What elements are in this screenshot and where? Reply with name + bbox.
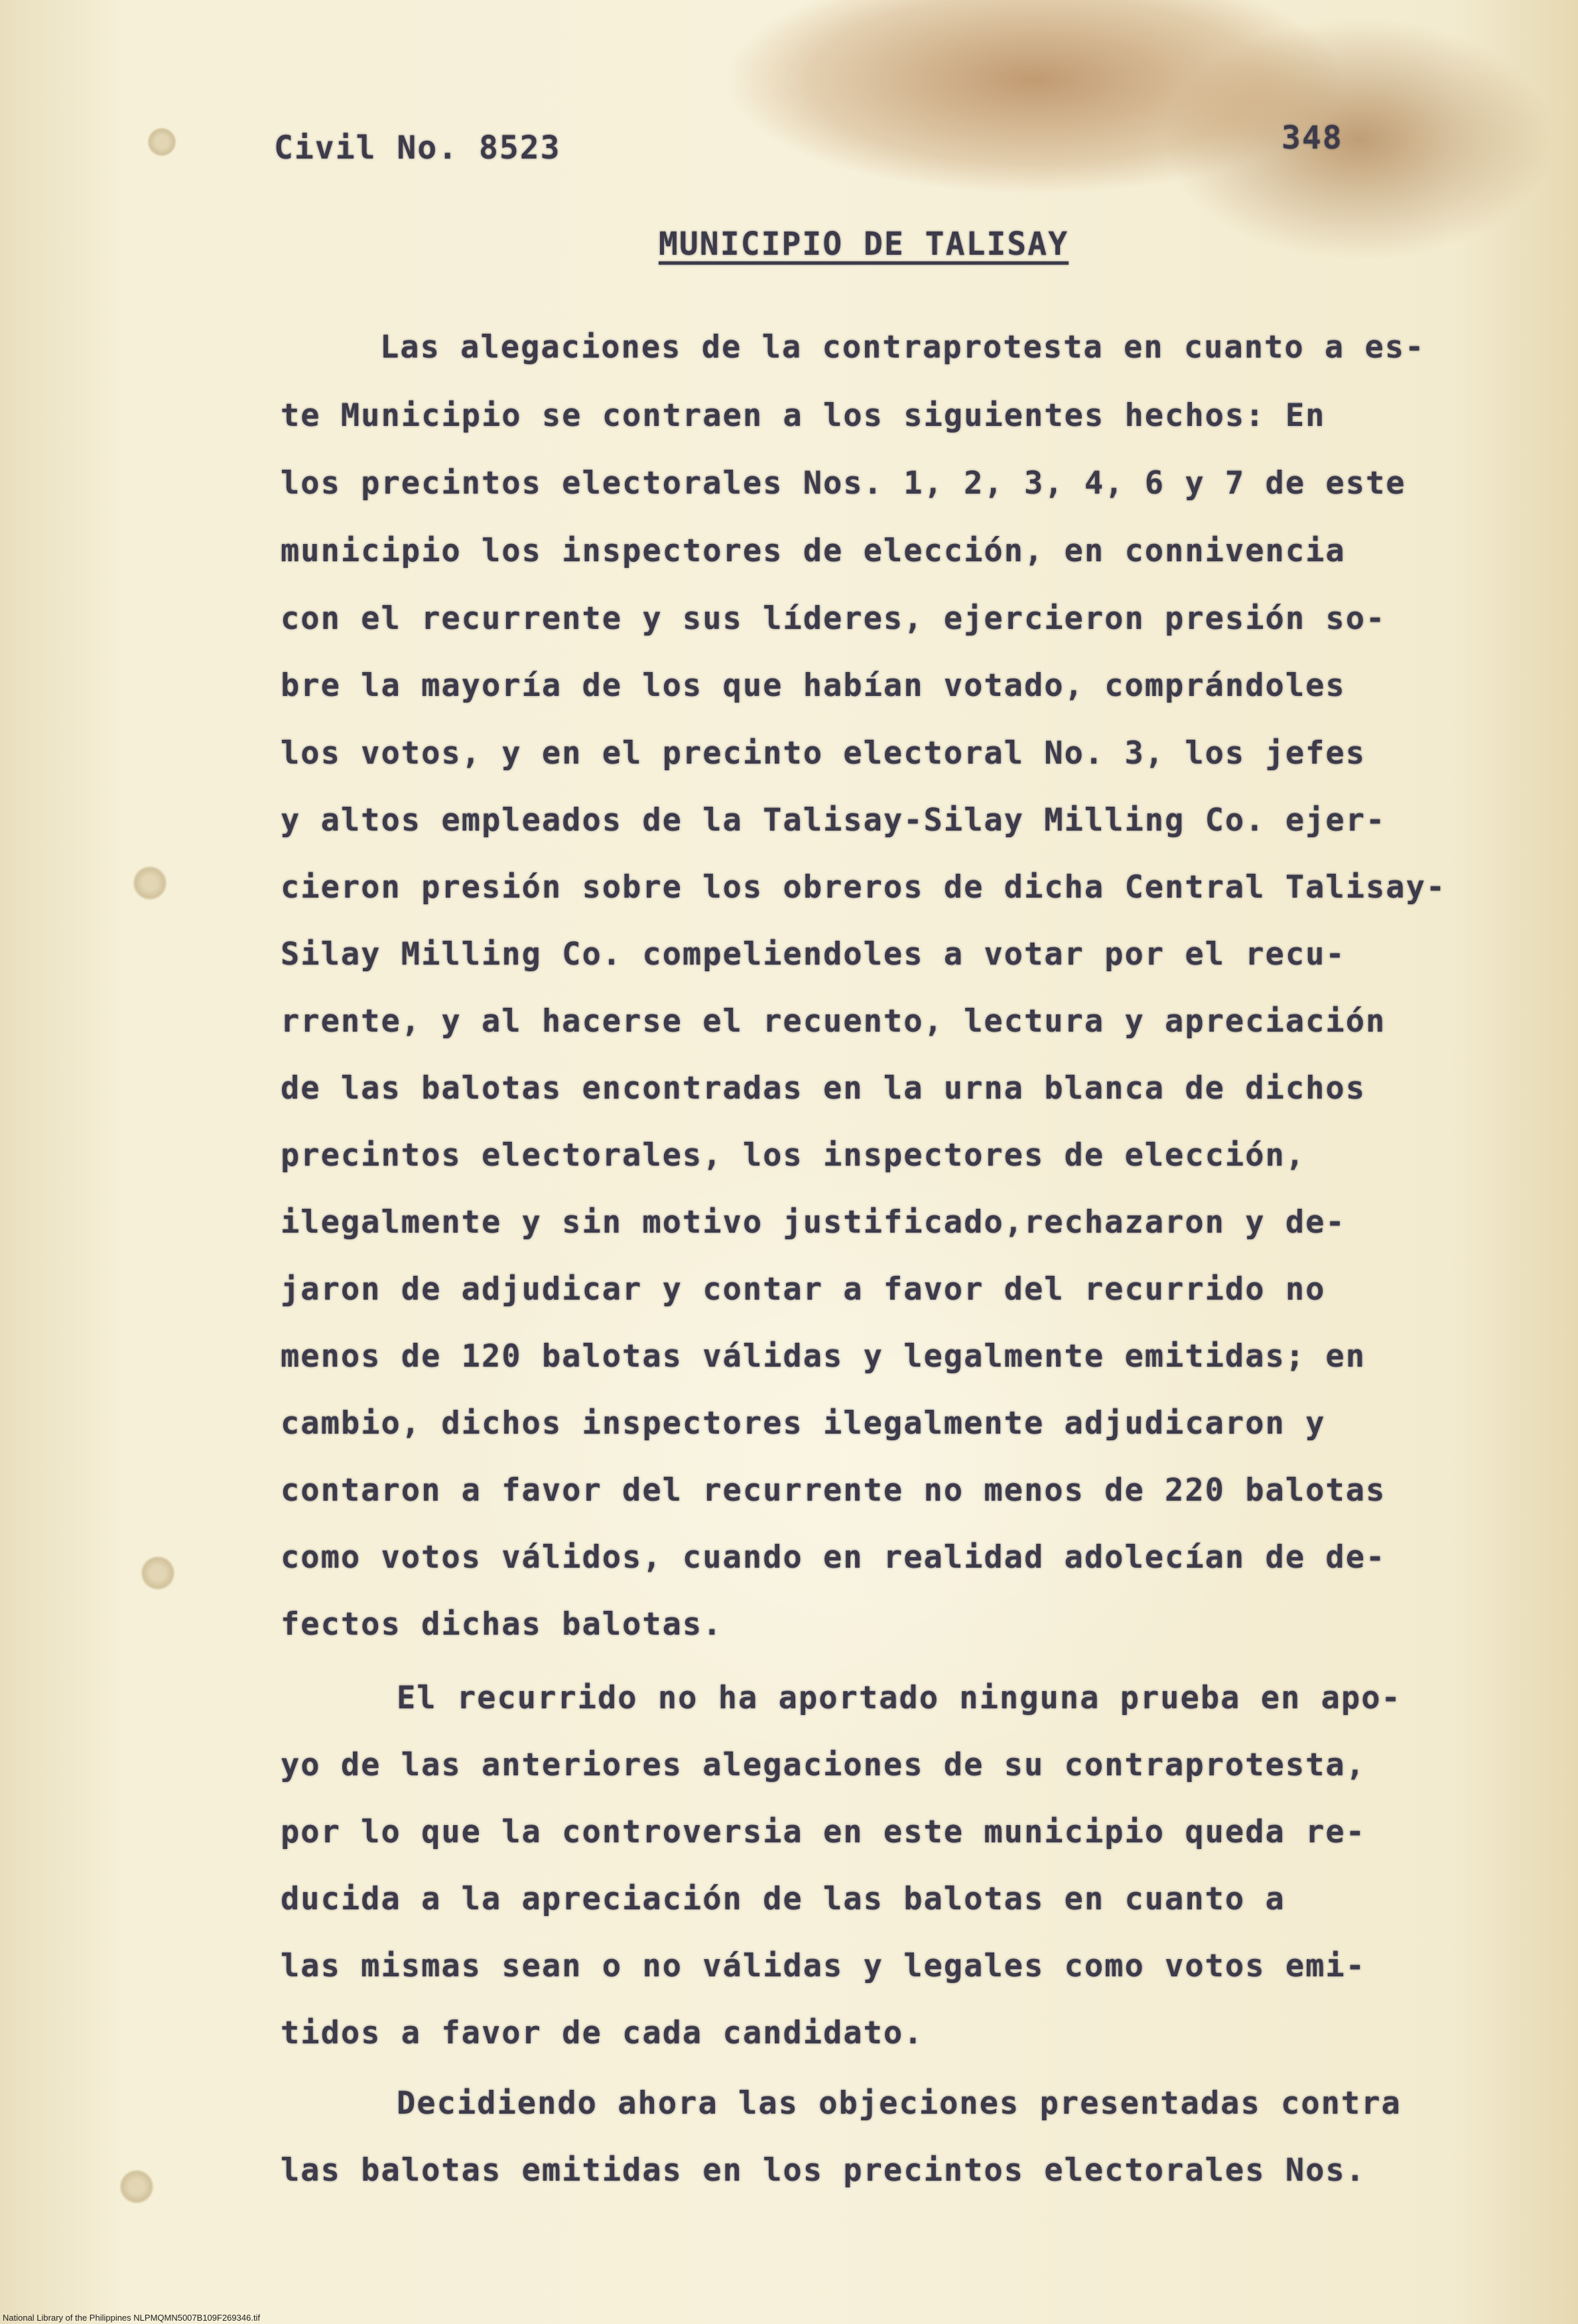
text-line: los precintos electorales Nos. 1, 2, 3, 4, 6 y 7 de este: [281, 465, 1406, 502]
text-line: con el recurrente y sus líderes, ejercieron presión so-: [281, 600, 1386, 637]
page-number: 348: [1282, 119, 1343, 157]
text-line: te Municipio se contraen a los siguientes hechos: En: [281, 397, 1326, 434]
scan-footer: National Library of the Philippines NLPMQMN5007B109F269346.tif: [3, 2313, 261, 2323]
text-line: por lo que la controversia en este municipio queda re-: [281, 1814, 1366, 1850]
text-line: bre la mayoría de los que habían votado, comprándoles: [281, 667, 1346, 704]
text-line: Decidiendo ahora las objeciones presentadas contra: [397, 2085, 1402, 2122]
text-line: municipio los inspectores de elección, en connivencia: [281, 533, 1346, 569]
text-line: menos de 120 balotas válidas y legalmente emitidas; en: [281, 1338, 1366, 1375]
text-line: cieron presión sobre los obreros de dicha Central Talisay-: [281, 869, 1447, 906]
text-line: Silay Milling Co. compeliendoles a votar por el recu-: [281, 936, 1346, 973]
text-line: ilegalmente y sin motivo justificado,rechazaron y de-: [281, 1204, 1346, 1241]
text-line: rrente, y al hacerse el recuento, lectura y apreciación: [281, 1003, 1386, 1040]
text-line: los votos, y en el precinto electoral No. 3, los jefes: [281, 735, 1366, 772]
punch-hole: [133, 866, 167, 900]
case-number: Civil No. 8523: [274, 129, 561, 167]
text-line: y altos empleados de la Talisay-Silay Milling Co. ejer-: [281, 802, 1386, 839]
text-line: jaron de adjudicar y contar a favor del recurrido no: [281, 1271, 1326, 1308]
text-line: fectos dichas balotas.: [281, 1606, 723, 1643]
text-line: Las alegaciones de la contraprotesta en cuanto a es-: [380, 329, 1425, 366]
staple-mark: [147, 127, 176, 157]
text-line: precintos electorales, los inspectores de elección,: [281, 1137, 1306, 1174]
text-line: El recurrido no ha aportado ninguna prueba en apo-: [397, 1680, 1402, 1716]
punch-hole: [141, 1556, 175, 1590]
text-line: yo de las anteriores alegaciones de su contraprotesta,: [281, 1747, 1366, 1783]
text-line: como votos válidos, cuando en realidad adolecían de de-: [281, 1539, 1386, 1576]
text-line: las balotas emitidas en los precintos electorales Nos.: [281, 2152, 1366, 2189]
text-line: contaron a favor del recurrente no menos de 220 balotas: [281, 1472, 1386, 1509]
text-line: las mismas sean o no válidas y legales como votos emi-: [281, 1948, 1366, 1984]
punch-hole: [119, 2169, 154, 2204]
text-line: tidos a favor de cada candidato.: [281, 2015, 924, 2051]
text-line: de las balotas encontradas en la urna blanca de dichos: [281, 1070, 1366, 1107]
text-line: ducida a la apreciación de las balotas en cuanto a: [281, 1881, 1285, 1917]
text-line: cambio, dichos inspectores ilegalmente adjudicaron y: [281, 1405, 1326, 1442]
section-title: MUNICIPIO DE TALISAY: [659, 226, 1069, 263]
